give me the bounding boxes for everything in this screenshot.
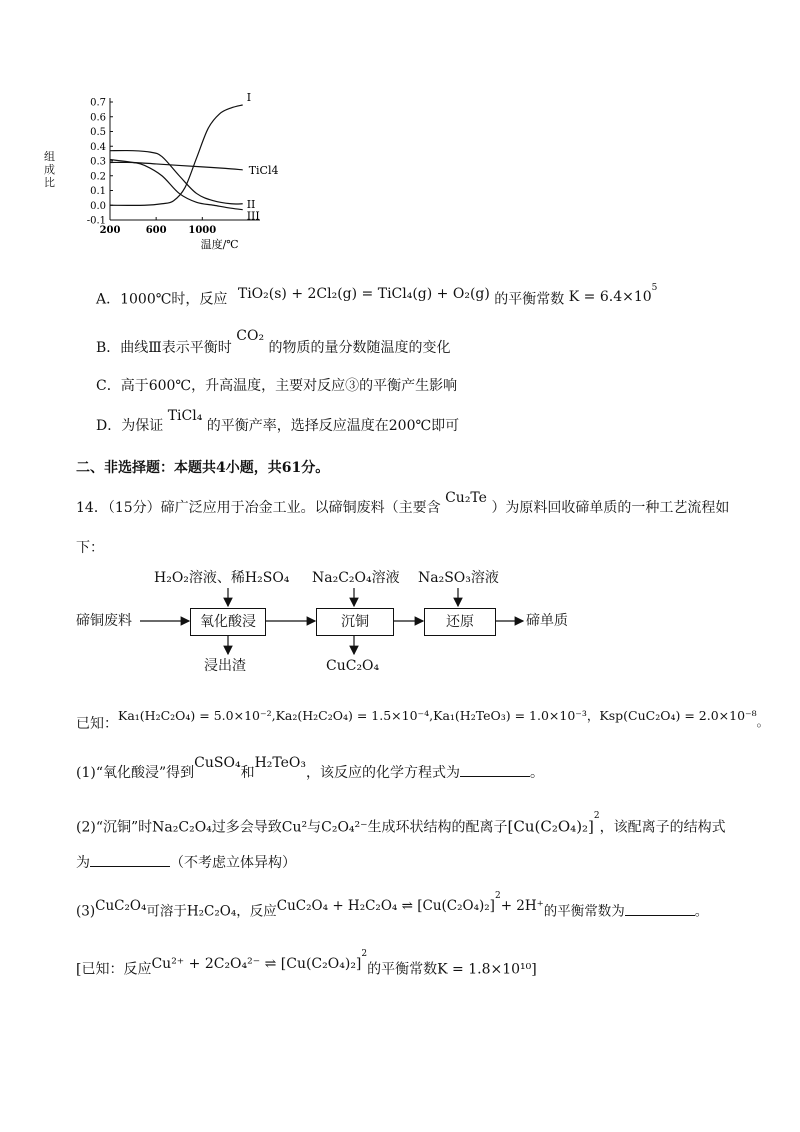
subq-2-na2c2o4: Na₂C₂O₄ [152,819,212,836]
note-c: ] [531,961,537,978]
option-b [96,328,451,358]
known-ka1-tellurous: Ka₁(H₂TeO₃) = 1.0×10⁻³ [433,708,587,723]
q14-line1-b: ）为原料回收碲单质的一种工艺流程如 [491,500,730,516]
chart-y-tick-label: 0.0 [90,200,106,212]
q14-line2: 下： [76,540,104,556]
option-a-exp: 5 [651,283,658,293]
note-a: [已知：反应 [76,961,152,978]
chart-series-label: III [246,209,260,223]
option-d-prefix: D．为保证 [96,418,164,434]
chart-y-tick-label: -0.1 [86,215,106,227]
known-ksp: ，Ksp(CuC₂O₄) = 2.0×10⁻⁸ [586,708,757,723]
option-b-prefix: B．曲线Ⅲ表示平衡时 [96,340,232,356]
flow-step-reduction: 还原 [424,608,496,636]
subq-3-answer-blank[interactable] [625,901,695,916]
chart-y-tick-label: 0.1 [90,186,106,197]
subq-3-h2c2o4: H₂C₂O₄ [186,903,237,920]
chart-x-tick-label: 1000 [188,225,217,236]
subq-3-e: 。 [694,903,709,920]
subq-3-a: (3) [76,903,96,920]
known-note [76,949,537,980]
flow-reagent-2: Na₂C₂O₄溶液 [312,570,400,586]
chart-x-tick-label: 200 [99,225,121,236]
subq-2-line2-b: （不考虑立体异构） [170,855,296,871]
chart-xlabel: 温度/℃ [200,238,239,251]
subq-1-a: (1)“氧化酸浸”得到 [76,765,195,781]
flow-residue-1: 浸出渣 [204,658,246,674]
known-end: 。 [756,714,770,729]
flow-output: 碲单质 [526,613,568,629]
option-b-co2: CO₂ [236,328,265,344]
subq-2-e: ，该配离子的结构式 [599,819,726,836]
subq-2-b: 过多会导致 [211,819,282,836]
chart-y-tick-label: 0.3 [90,156,106,168]
flow-step-oxidation-leach: 氧化酸浸 [190,608,266,636]
chart-series-label: TiCl4 [248,163,279,177]
chart-series-label: II [246,197,256,211]
subq-3-b: 可溶于 [146,903,187,920]
subq-2-complex-ion: [Cu(C₂O₄)₂] [507,817,594,836]
flow-reagent-3: Na₂SO₃溶液 [418,570,499,586]
flow-residue-2: CuC₂O₄ [326,658,380,674]
option-b-suffix: 的物质的量分数随温度的变化 [268,340,451,356]
subq-1-cuso4: CuSO₄ [194,755,241,771]
subq-2 [76,811,726,838]
option-d-suffix: 的平衡产率，选择反应温度在200℃即可 [206,418,460,434]
subq-3 [76,891,709,922]
known-prefix: 已知： [76,716,118,732]
flow-input: 碲铜废料 [76,613,132,629]
subq-3-eq-exp: 2 [494,891,501,901]
option-c: C．高于600℃，升高温度，主要对反应③的平衡产生影响 [96,378,458,394]
section-title: 二、非选择题：本题共4小题，共61分。 [76,460,330,476]
chart-series-ticl4 [110,162,243,169]
option-a [96,283,658,310]
chart-y-tick-label: 0.4 [90,141,106,153]
note-equation: Cu²⁺ + 2C₂O₄²⁻ ⇌ [Cu(C₂O₄)₂] [151,955,362,972]
subq-3-equation: CuC₂O₄ + H₂C₂O₄ ⇌ [Cu(C₂O₄)₂] [276,897,495,914]
known-constants [76,706,770,732]
subq-1-b: 和 [240,765,255,781]
q14-line1 [76,490,730,518]
chart-y-tick-label: 0.5 [90,127,106,138]
option-d-ticl4: TiCl₄ [167,408,203,424]
subq-1-c: ，该反应的化学方程式为 [306,765,461,781]
option-d [96,408,460,436]
subq-2-complex-exp: 2 [593,811,600,821]
subq-2-line2-a: 为 [76,855,90,871]
chart-series-ii [110,151,243,204]
subq-2-c2o4: C₂O₄²⁻ [321,819,368,836]
note-eq-exp: 2 [361,949,368,959]
subq-1-answer-blank[interactable] [460,762,530,777]
subq-3-equation-2: + 2H⁺ [500,897,544,914]
subq-2-cu: Cu² [281,819,308,836]
option-a-k: K = 6.4×10 [568,288,652,305]
option-a-equation: TiO₂(s) + 2Cl₂(g) = TiCl₄(g) + O₂(g) [237,285,490,302]
known-ka2-oxalic: Ka₂(H₂C₂O₄) = 1.5×10⁻⁴, [275,708,434,723]
subq-1-d: 。 [530,765,545,781]
q14-cu2te: Cu₂Te [445,490,487,506]
subq-2-c: 与 [307,819,322,836]
flow-step-copper-precipitation: 沉铜 [316,608,394,636]
chart-y-tick-label: 0.2 [90,171,106,183]
subq-3-d: 的平衡常数为 [543,903,625,920]
subq-2-a: (2)“沉铜”时 [76,819,153,836]
subq-2-line2 [76,852,296,873]
subq-2-d: 生成环状结构的配离子 [367,819,508,836]
chart-y-tick-label: 0.6 [90,112,106,124]
subq-1 [76,755,545,783]
flow-reagent-1: H₂O₂溶液、稀H₂SO₄ [154,570,290,586]
subq-3-cuc2o4: CuC₂O₄ [95,897,147,914]
chart-ylabel: 组成比 [44,150,55,189]
option-a-prefix: A．1000℃时，反应 [96,291,228,308]
composition-chart [60,88,310,258]
subq-3-c: ，反应 [236,903,277,920]
note-k: K = 1.8×10¹⁰ [437,961,532,978]
chart-x-tick-label: 600 [145,225,167,236]
option-a-suffix: 的平衡常数 [494,291,565,308]
known-ka1-oxalic: Ka₁(H₂C₂O₄) = 5.0×10⁻², [118,708,276,723]
subq-1-h2teo3: H₂TeO₃ [254,755,307,771]
subq-2-answer-blank[interactable] [90,852,170,867]
chart-series-label: I [246,90,252,104]
chart-y-tick-label: 0.7 [90,97,106,109]
note-b: 的平衡常数 [367,961,438,978]
q14-line1-a: 14．（15分）碲广泛应用于冶金工业。以碲铜废料（主要含 [76,500,441,516]
